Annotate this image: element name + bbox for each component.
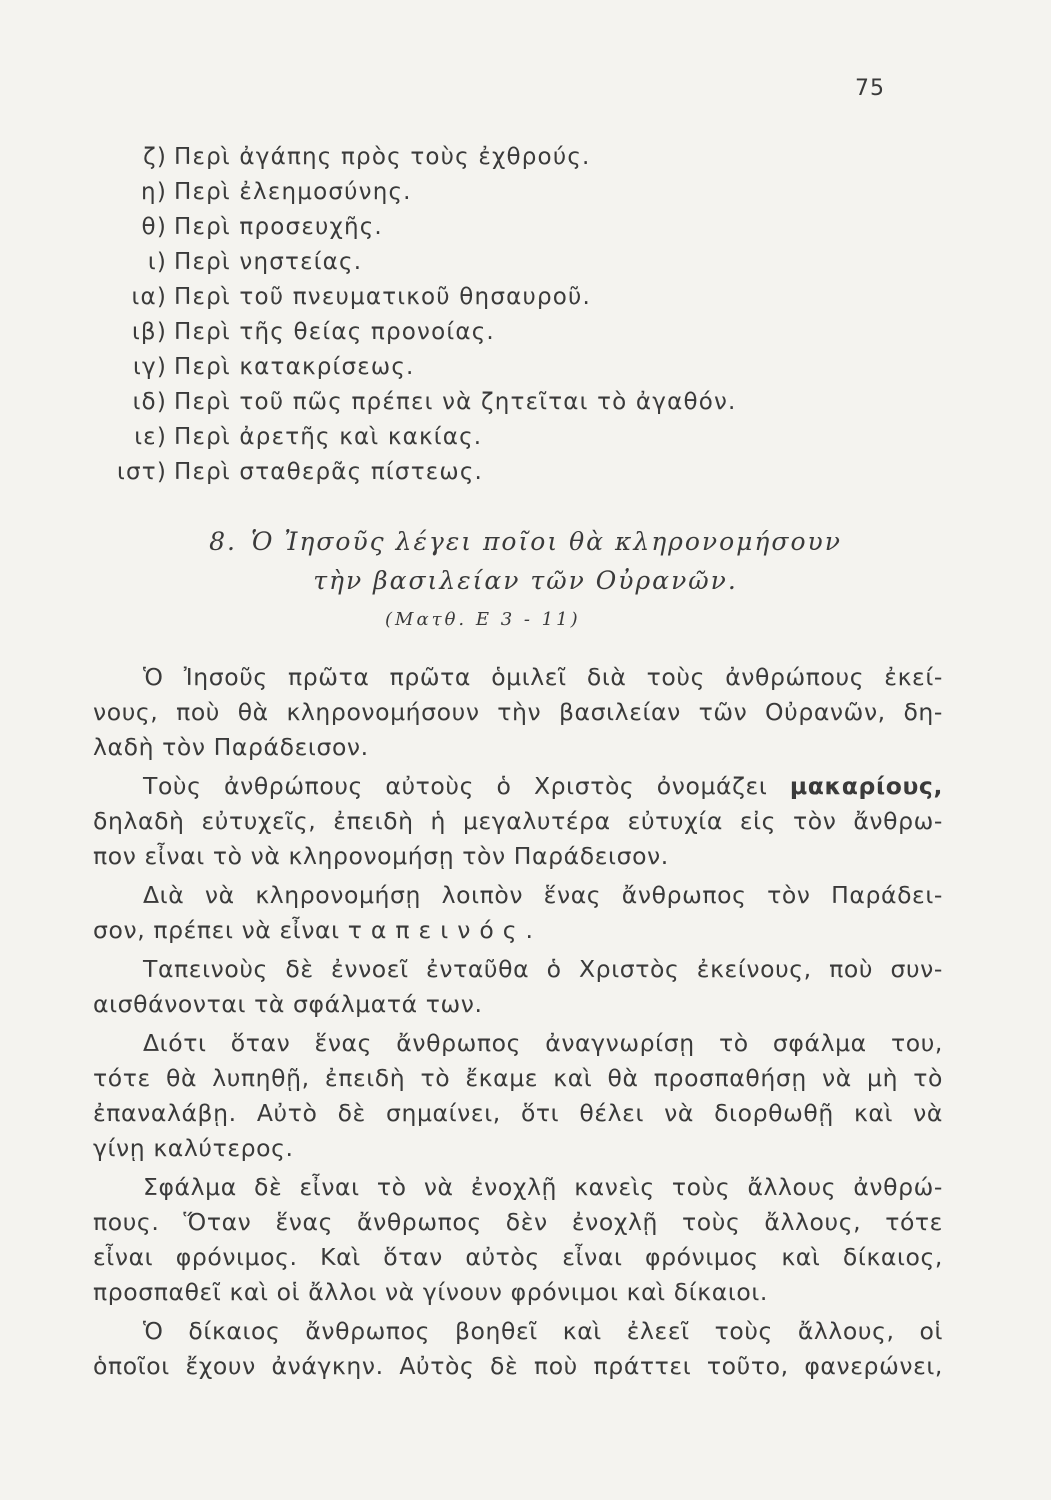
list-item-text: Περὶ τοῦ πνευματικοῦ θησαυροῦ. xyxy=(174,284,592,310)
list-item-text: Περὶ ἀγάπης πρὸς τοὺς ἐχθρούς. xyxy=(174,144,591,170)
text-line: πους. Ὅταν ἕνας ἄνθρωπος δὲν ἐνοχλῇ τοὺς ἄλλους, τότε xyxy=(93,1208,943,1236)
list-item-text: Περὶ κατακρίσεως. xyxy=(174,354,415,380)
list-item-text: Περὶ ἐλεημοσύνης. xyxy=(174,179,412,205)
list-item xyxy=(0,175,1051,210)
scripture-reference: (Ματθ. Ε 3 - 11) xyxy=(385,609,581,630)
topics-list xyxy=(0,140,1051,490)
list-item xyxy=(0,455,1051,490)
body-text xyxy=(0,660,1051,1384)
text-line: τότε θὰ λυπηθῇ, ἐπειδὴ τὸ ἔκαμε καὶ θὰ προσπαθήσῃ νὰ μὴ τὸ xyxy=(93,1064,943,1092)
list-item-text: Περὶ νηστείας. xyxy=(174,249,363,275)
list-item xyxy=(0,245,1051,280)
text-line: Ταπεινοὺς δὲ ἐννοεῖ ἐνταῦθα ὁ Χριστὸς ἐκείνους, ποὺ συν- xyxy=(143,955,943,983)
list-item-number: ιε) xyxy=(134,424,167,450)
list-item-number: ιβ) xyxy=(131,319,167,345)
text-line xyxy=(143,769,943,804)
text-span: Τοὺς ἀνθρώπους αὐτοὺς ὁ Χριστὸς ὀνομάζει xyxy=(143,772,790,800)
text-line: πον εἶναι τὸ νὰ κληρονομήσῃ τὸν Παράδεισον. xyxy=(93,842,669,870)
list-item xyxy=(0,140,1051,175)
list-item-text: Περὶ τῆς θείας προνοίας. xyxy=(174,319,495,345)
text-line: αισθάνονται τὰ σφάλματά των. xyxy=(93,990,483,1018)
list-item xyxy=(0,385,1051,420)
text-line: Ὁ Ἰησοῦς πρῶτα πρῶτα ὁμιλεῖ διὰ τοὺς ἀνθρώπους ἐκεί- xyxy=(143,663,943,691)
list-item-number: η) xyxy=(141,179,167,205)
list-item-number: ιγ) xyxy=(133,354,167,380)
section-number: 8. xyxy=(209,527,237,556)
text-line: δηλαδὴ εὐτυχεῖς, ἐπειδὴ ἡ μεγαλυτέρα εὐτυχία εἰς τὸν ἄνθρω- xyxy=(93,807,943,835)
text-line: εἶναι φρόνιμος. Καὶ ὅταν αὐτὸς εἶναι φρόνιμος καὶ δίκαιος, xyxy=(93,1243,943,1271)
list-item-text: Περὶ σταθερᾶς πίστεως. xyxy=(174,459,484,485)
list-item-text: Περὶ προσευχῆς. xyxy=(174,214,383,240)
text-line xyxy=(93,913,943,948)
text-line: Διότι ὅταν ἕνας ἄνθρωπος ἀναγνωρίσῃ τὸ σφάλμα του, xyxy=(143,1029,943,1057)
list-item-number: ιστ) xyxy=(117,459,167,485)
list-item-number: θ) xyxy=(141,214,167,240)
section-title-line2: τὴν βασιλείαν τῶν Οὐρανῶν. xyxy=(313,566,738,595)
list-item-text: Περὶ ἀρετῆς καὶ κακίας. xyxy=(174,424,483,450)
list-item-number: ζ) xyxy=(143,144,167,170)
text-line: Σφάλμα δὲ εἶναι τὸ νὰ ἐνοχλῇ κανεὶς τοὺς ἄλλους ἀνθρώ- xyxy=(143,1173,943,1201)
text-line: νους, ποὺ θὰ κληρονομήσουν τὴν βασιλείαν τῶν Οὐρανῶν, δη- xyxy=(93,698,943,726)
text-line: προσπαθεῖ καὶ οἱ ἄλλοι νὰ γίνουν φρόνιμοι καὶ δίκαιοι. xyxy=(93,1278,769,1306)
list-item xyxy=(0,210,1051,245)
text-line: ὁποῖοι ἔχουν ἀνάγκην. Αὐτὸς δὲ ποὺ πράττει τοῦτο, φανερώνει, xyxy=(93,1352,943,1380)
list-item-text: Περὶ τοῦ πῶς πρέπει νὰ ζητεῖται τὸ ἀγαθόν. xyxy=(174,389,737,415)
emphasized-word: ταπεινός. xyxy=(347,916,542,944)
text-line: Διὰ νὰ κληρονομήσῃ λοιπὸν ἕνας ἄνθρωπος τὸν Παράδει- xyxy=(143,881,943,909)
page-number: 75 xyxy=(855,76,885,101)
list-item xyxy=(0,280,1051,315)
section-title xyxy=(0,527,1051,556)
list-item-number: ι) xyxy=(147,249,167,275)
text-line: ἐπαναλάβῃ. Αὐτὸ δὲ σημαίνει, ὅτι θέλει νὰ διορθωθῇ καὶ νὰ xyxy=(93,1099,943,1127)
text-span: σον, πρέπει νὰ εἶναι xyxy=(93,916,348,944)
list-item-number: ια) xyxy=(131,284,167,310)
text-line: γίνῃ καλύτερος. xyxy=(93,1134,294,1162)
emphasized-word: μακαρίους, xyxy=(789,772,943,800)
list-item-number: ιδ) xyxy=(132,389,167,415)
list-item xyxy=(0,350,1051,385)
list-item xyxy=(0,315,1051,350)
text-line: λαδὴ τὸν Παράδεισον. xyxy=(93,733,369,761)
section-title-line1: Ὁ Ἰησοῦς λέγει ποῖοι θὰ κληρονομήσουν xyxy=(250,527,842,556)
text-line: Ὁ δίκαιος ἄνθρωπος βοηθεῖ καὶ ἐλεεῖ τοὺς ἄλλους, οἱ xyxy=(143,1317,943,1345)
list-item xyxy=(0,420,1051,455)
